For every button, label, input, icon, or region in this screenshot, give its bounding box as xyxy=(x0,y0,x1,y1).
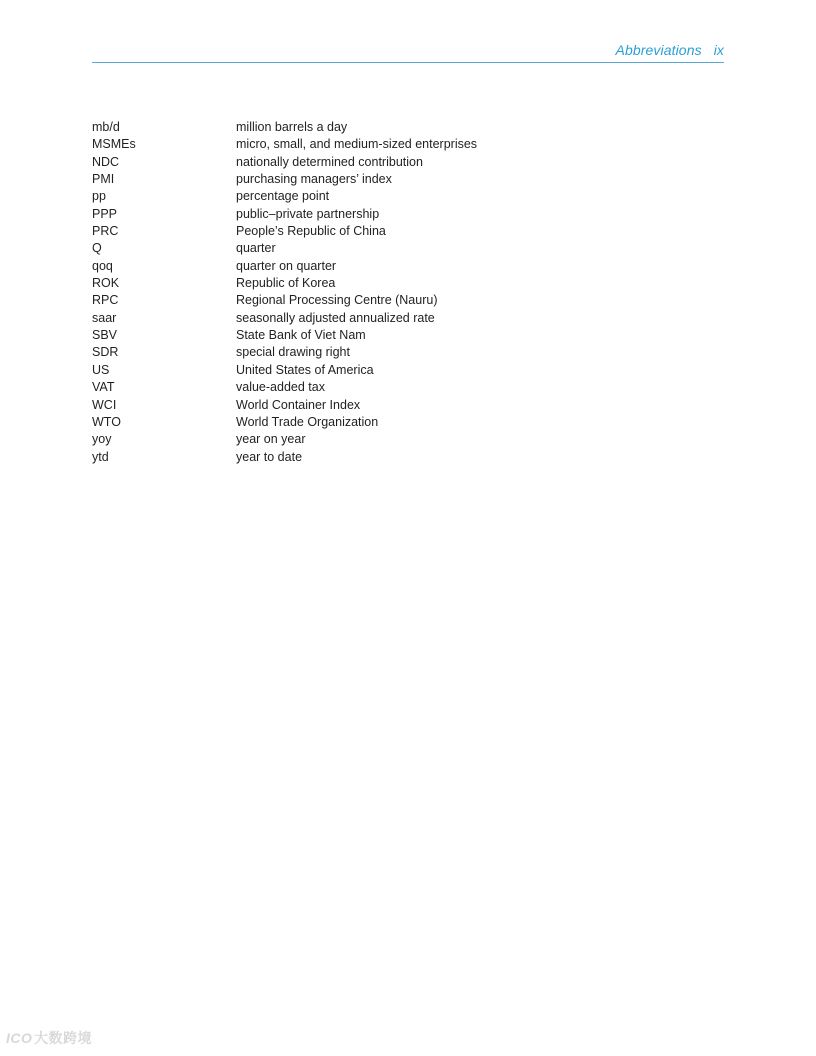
abbreviation-definition: nationally determined contribution xyxy=(236,154,423,169)
abbreviation-definition: million barrels a day xyxy=(236,120,348,134)
abbreviation-term: WTO xyxy=(92,414,121,429)
abbreviation-term: MSMEs xyxy=(92,137,136,152)
page-number: ix xyxy=(713,42,724,58)
abbreviation-definition: Regional Processing Centre (Nauru) xyxy=(236,293,438,308)
abbreviation-definition: quarter xyxy=(236,241,276,256)
abbreviation-definition: public–private partnership xyxy=(236,206,380,221)
abbreviation-term: qoq xyxy=(92,258,113,273)
abbreviation-row xyxy=(92,431,724,448)
abbreviation-row xyxy=(92,258,724,275)
section-title: Abbreviations xyxy=(615,42,702,58)
abbreviation-term: yoy xyxy=(92,432,112,447)
header-text xyxy=(616,42,724,58)
abbreviation-term: US xyxy=(92,362,110,377)
abbreviation-term: SBV xyxy=(92,328,118,343)
abbreviation-term: PPP xyxy=(92,206,118,221)
abbreviation-row xyxy=(92,449,724,466)
abbreviation-term: PRC xyxy=(92,224,119,239)
abbreviation-row xyxy=(92,344,724,361)
abbreviation-definition: value-added tax xyxy=(236,380,325,395)
abbreviation-row xyxy=(92,327,724,344)
abbreviation-row xyxy=(92,379,724,396)
abbreviation-definition: Republic of Korea xyxy=(236,276,336,291)
abbreviation-list xyxy=(92,119,724,466)
abbreviation-definition: special drawing right xyxy=(236,345,350,360)
abbreviation-row xyxy=(92,154,724,171)
abbreviation-definition: quarter on quarter xyxy=(236,258,337,273)
abbreviation-row xyxy=(92,223,724,240)
abbreviation-term: ytd xyxy=(92,449,109,464)
abbreviation-term: NDC xyxy=(92,154,120,169)
abbreviation-definition: percentage point xyxy=(236,189,330,204)
abbreviation-row xyxy=(92,240,724,257)
abbreviation-term: RPC xyxy=(92,293,119,308)
abbreviation-definition: World Trade Organization xyxy=(236,414,379,429)
abbreviation-definition: micro, small, and medium-sized enterprises xyxy=(236,137,478,152)
abbreviation-row xyxy=(92,136,724,153)
abbreviation-row xyxy=(92,188,724,205)
watermark-logo-icon: ICO xyxy=(6,1030,33,1046)
abbreviation-term: pp xyxy=(92,189,106,204)
abbreviation-definition: World Container Index xyxy=(236,397,361,412)
abbreviation-definition: year to date xyxy=(236,449,303,464)
abbreviation-term: VAT xyxy=(92,380,115,395)
abbreviation-row xyxy=(92,397,724,414)
abbreviation-row xyxy=(92,362,724,379)
watermark-label: 大数跨境 xyxy=(34,1030,92,1046)
abbreviation-definition: year on year xyxy=(236,432,306,447)
abbreviation-row xyxy=(92,206,724,223)
running-header xyxy=(92,42,724,63)
abbreviation-term: SDR xyxy=(92,345,119,360)
abbreviation-definition: People’s Republic of China xyxy=(236,224,386,239)
abbreviation-row xyxy=(92,414,724,431)
abbreviation-row xyxy=(92,119,724,136)
abbreviation-row xyxy=(92,171,724,188)
abbreviation-definition: State Bank of Viet Nam xyxy=(236,328,366,343)
abbreviation-row xyxy=(92,275,724,292)
abbreviation-row xyxy=(92,310,724,327)
abbreviation-row xyxy=(92,292,724,309)
abbreviation-definition: seasonally adjusted annualized rate xyxy=(236,310,435,325)
abbreviation-term: ROK xyxy=(92,276,120,291)
abbreviation-term: WCI xyxy=(92,397,117,412)
abbreviation-term: Q xyxy=(92,241,102,256)
watermark xyxy=(6,1028,92,1048)
abbreviation-term: saar xyxy=(92,310,117,325)
abbreviation-definition: purchasing managers’ index xyxy=(236,172,392,187)
abbreviation-term: PMI xyxy=(92,172,115,187)
abbreviation-definition: United States of America xyxy=(236,362,374,377)
abbreviation-term: mb/d xyxy=(92,120,120,134)
